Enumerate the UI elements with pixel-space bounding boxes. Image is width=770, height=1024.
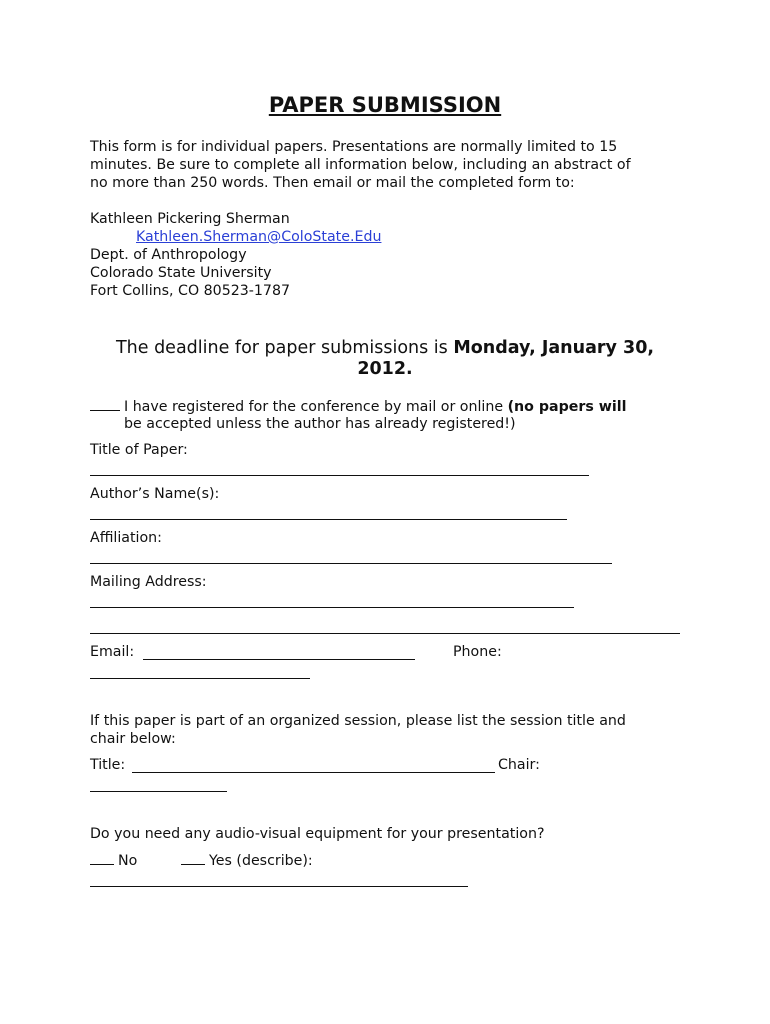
contact-name: Kathleen Pickering Sherman: [90, 211, 290, 227]
av-yes-option: [181, 851, 313, 870]
contact-city: Fort Collins, CO 80523-1787: [90, 283, 290, 299]
page-title: PAPER SUBMISSION: [268, 93, 502, 117]
phone-label: Phone:: [453, 644, 502, 660]
session-text-1: If this paper is part of an organized session, please list the session title and: [90, 713, 626, 729]
mailing-address-line-1[interactable]: [90, 607, 574, 608]
session-chair-line[interactable]: [90, 791, 227, 792]
intro-line-3: no more than 250 words. Then email or mail the completed form to:: [90, 175, 575, 191]
registered-blank[interactable]: [90, 397, 120, 411]
av-no-blank[interactable]: [90, 851, 114, 865]
deadline-date-2: 2012.: [357, 359, 413, 379]
authors-line[interactable]: [90, 519, 567, 520]
intro-line-1: This form is for individual papers. Presentations are normally limited to 15: [90, 139, 618, 155]
title-of-paper-line[interactable]: [90, 475, 589, 476]
registered-text: I have registered for the conference by mail or online: [124, 399, 508, 415]
av-yes-blank[interactable]: [181, 851, 205, 865]
av-question: Do you need any audio-visual equipment for your presentation?: [90, 826, 545, 842]
mailing-address-line-2[interactable]: [90, 633, 680, 634]
contact-dept: Dept. of Anthropology: [90, 247, 247, 263]
session-title-line[interactable]: [132, 772, 495, 773]
contact-email-link[interactable]: Kathleen.Sherman@ColoState.Edu: [136, 229, 382, 245]
authors-label: Author’s Name(s):: [90, 486, 220, 502]
av-yes-label: Yes (describe):: [209, 853, 313, 869]
email-label: Email:: [90, 644, 135, 660]
deadline-prefix: The deadline for paper submissions is: [115, 338, 454, 358]
registered-bold-1: (no papers will: [507, 399, 627, 415]
contact-university: Colorado State University: [90, 265, 272, 281]
session-chair-label: Chair:: [498, 757, 540, 773]
session-title-label: Title:: [90, 757, 126, 773]
registered-checkline: [90, 397, 626, 416]
affiliation-line[interactable]: [90, 563, 612, 564]
deadline-notice: [90, 338, 680, 380]
deadline-date-1: Monday, January 30,: [453, 338, 655, 358]
email-line[interactable]: [143, 659, 415, 660]
session-text-2: chair below:: [90, 731, 176, 747]
title-of-paper-label: Title of Paper:: [90, 442, 188, 458]
phone-line[interactable]: [90, 678, 310, 679]
affiliation-label: Affiliation:: [90, 530, 162, 546]
av-describe-line[interactable]: [90, 886, 468, 887]
av-no-option: [90, 851, 137, 870]
registered-bold-2: be accepted unless the author has already registered!): [124, 416, 516, 432]
av-no-label: No: [118, 853, 138, 869]
intro-line-2: minutes. Be sure to complete all information below, including an abstract of: [90, 157, 631, 173]
mailing-address-label: Mailing Address:: [90, 574, 207, 590]
